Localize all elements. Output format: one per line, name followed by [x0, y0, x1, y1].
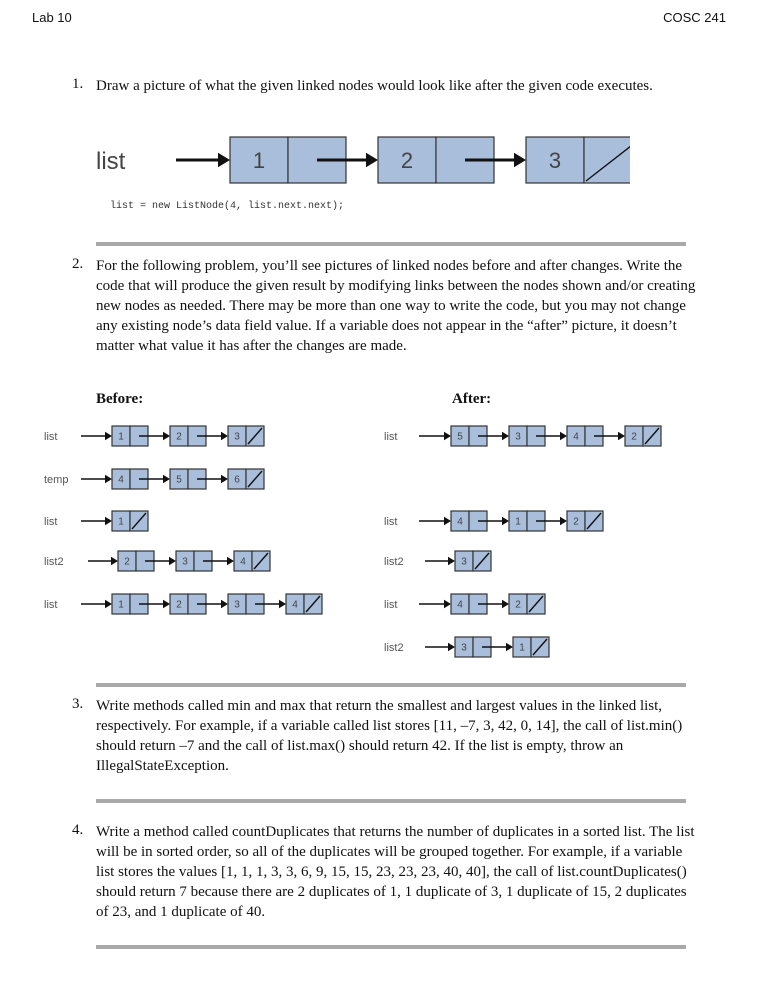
node-value: 1: [515, 516, 521, 528]
arrow-head: [163, 600, 170, 608]
before-row3-chain: [118, 551, 270, 571]
divider-2: [96, 683, 686, 687]
node-value: 3: [548, 147, 562, 173]
arrow-head: [444, 517, 451, 525]
node-next-cell: [584, 137, 630, 183]
q1-number: 1.: [72, 76, 84, 92]
arrow-head: [221, 475, 228, 483]
arrow-head: [502, 600, 509, 608]
arrow-head: [221, 600, 228, 608]
after-row1-chain: [451, 511, 603, 531]
node-value: 1: [118, 516, 124, 528]
node-value: 3: [461, 642, 467, 654]
arrow-head: [105, 475, 112, 483]
arrow-head: [105, 432, 112, 440]
node-value: 2: [631, 431, 637, 443]
before-head-arrow: [81, 600, 112, 608]
before-var-label: list: [44, 599, 58, 611]
before-head-arrow: [81, 475, 112, 483]
node-value: 2: [124, 556, 130, 568]
after-head-arrow: [419, 600, 451, 608]
arrow-head: [444, 600, 451, 608]
q1-diagram: [90, 134, 630, 194]
node-value: 3: [234, 599, 240, 611]
arrow-head: [502, 517, 509, 525]
q2-text: For the following problem, you’ll see pictures of linked nodes before and after changes. Write the code that will produce the given result by modifying links between the nodes shown and/or creating new nodes as needed. There may be more than one way to write the code, but you may not change any existing node’s data field value. If a variable does not appear in the “after” picture, it doesn’t matter what value it has after the changes are made.: [96, 258, 696, 354]
after-head-arrow: [419, 517, 451, 525]
before-head-arrow: [81, 432, 112, 440]
arrow-head: [111, 557, 118, 565]
node-value: 1: [519, 642, 525, 654]
arrow-head: [279, 600, 286, 608]
arrow-head: [448, 557, 455, 565]
q1-chain: [230, 137, 630, 183]
after-var-label: list: [384, 431, 398, 443]
arrow-head: [366, 153, 378, 167]
after-head-arrow: [425, 557, 455, 565]
arrow-head: [448, 643, 455, 651]
before-row1-chain: [112, 469, 264, 489]
node-value: 1: [252, 147, 266, 173]
arrow-head: [502, 432, 509, 440]
node-value: 4: [240, 556, 246, 568]
node-value: 2: [176, 431, 182, 443]
arrow-head: [169, 557, 176, 565]
after-var-label: list2: [384, 556, 404, 568]
after-head-arrow: [425, 643, 455, 651]
after-row4-chain: [455, 637, 549, 657]
q1-text: Draw a picture of what the given linked nodes would look like after the given code executes.: [96, 78, 653, 94]
header-course: COSC 241: [663, 10, 726, 25]
q1-var-label: list: [96, 148, 126, 175]
before-row2-chain: [112, 511, 148, 531]
before-var-label: temp: [44, 474, 69, 486]
q3-number: 3.: [72, 696, 84, 712]
after-head-arrow: [419, 432, 451, 440]
before-var-label: list2: [44, 556, 64, 568]
arrow-head: [506, 643, 513, 651]
after-heading: After:: [452, 391, 492, 407]
node-value: 2: [400, 147, 414, 173]
node-value: 1: [118, 431, 124, 443]
q1-code: list = new ListNode(4, list.next.next);: [110, 201, 345, 212]
q4-number: 4.: [72, 822, 84, 838]
q4-text: Write a method called countDuplicates that returns the number of duplicates in a sorted list. The list will be in sorted order, so all of the duplicates will be grouped together. For example, if a variable list stores the values [1, 1, 1, 3, 3, 6, 9, 15, 15, 23, 23, 23, 40, 40], the call of list.countDuplicates() should return 7 because there are 2 duplicates of 1, 1 duplicate of 3, 1 duplicate of 15, 2 duplicates of 23, and 1 duplicate of 40.: [96, 824, 695, 920]
node-value: 5: [457, 431, 463, 443]
arrow-head: [105, 600, 112, 608]
node-value: 3: [182, 556, 188, 568]
before-head-arrow: [81, 517, 112, 525]
node-value: 6: [234, 474, 240, 486]
node-value: 4: [573, 431, 579, 443]
before-row0-chain: [112, 426, 264, 446]
before-head-arrow: [88, 557, 118, 565]
node-value: 2: [515, 599, 521, 611]
before-row4-chain: [112, 594, 322, 614]
arrow-head: [514, 153, 526, 167]
node-value: 3: [515, 431, 521, 443]
after-row3-chain: [451, 594, 545, 614]
after-var-label: list: [384, 516, 398, 528]
arrow-head: [218, 153, 230, 167]
node-value: 2: [573, 516, 579, 528]
divider-1: [96, 242, 686, 246]
arrow-head: [105, 517, 112, 525]
arrow-head: [618, 432, 625, 440]
node-value: 4: [457, 516, 463, 528]
q2-number: 2.: [72, 256, 84, 272]
after-row2-chain: [455, 551, 491, 571]
arrow-head: [227, 557, 234, 565]
node-value: 3: [234, 431, 240, 443]
after-var-label: list2: [384, 642, 404, 654]
before-var-label: list: [44, 516, 58, 528]
node-value: 4: [457, 599, 463, 611]
divider-4: [96, 945, 686, 949]
arrow-head: [560, 517, 567, 525]
before-var-label: list: [44, 431, 58, 443]
arrow-head: [163, 432, 170, 440]
arrow-head: [163, 475, 170, 483]
node-value: 1: [118, 599, 124, 611]
before-heading: Before:: [96, 391, 144, 407]
node-value: 3: [461, 556, 467, 568]
node-value: 4: [118, 474, 124, 486]
after-var-label: list: [384, 599, 398, 611]
arrow-head: [221, 432, 228, 440]
after-row0-chain: [451, 426, 661, 446]
q3-text: Write methods called min and max that return the smallest and largest values in the linked list, respectively. For example, if a variable called list stores [11, –7, 3, 42, 0, 14], the call of list.min() should return –7 and the call of list.max() should return 42. If the list is empty, throw an IllegalStateException.: [96, 698, 683, 774]
arrow-head: [560, 432, 567, 440]
q2-diagrams: [0, 410, 770, 670]
header-lab: Lab 10: [32, 10, 72, 25]
node-value: 5: [176, 474, 182, 486]
node-value: 2: [176, 599, 182, 611]
node-value: 4: [292, 599, 298, 611]
arrow-head: [444, 432, 451, 440]
divider-3: [96, 799, 686, 803]
